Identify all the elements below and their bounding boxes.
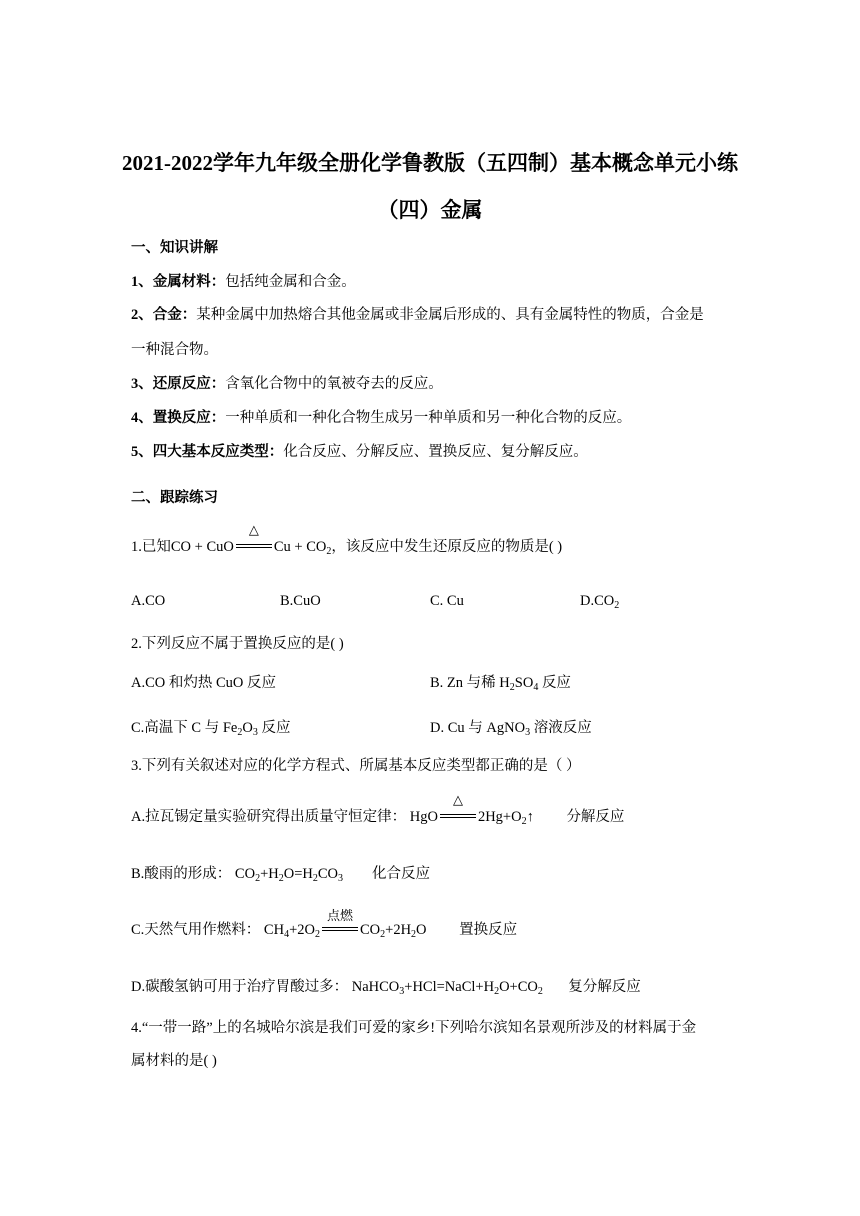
heat-condition: △ — [440, 809, 476, 826]
q2-option-b: B. Zn 与稀 $H_2SO_4$ 反应 — [430, 675, 571, 693]
q3-option-c: C.天然气用作燃料： $CH_4+2O_2$ 点燃 $CO_2+2H_2O$ 置换反应 — [131, 908, 518, 940]
ignite-condition: 点燃 — [322, 922, 358, 939]
q3-option-a: A.拉瓦锡定量实验研究得出质量守恒定律： HgO △ $2Hg+O_2↑$ 分解反应 — [131, 792, 625, 827]
term-text: 化合反应、分解反应、置换反应、复分解反应。 — [283, 444, 588, 460]
knowledge-item-5 — [131, 440, 588, 461]
term-text: 某种金属中加热熔合其他金属或非金属后形成的、具有金属特性的物质，合金是 — [196, 307, 704, 323]
term-text: 含氧化合物中的氧被夺去的反应。 — [225, 376, 443, 392]
question-2-stem: 2.下列反应不属于置换反应的是( ) — [131, 636, 344, 652]
knowledge-item-4 — [131, 406, 631, 427]
term-label: 3、还原反应： — [131, 376, 226, 392]
q3-option-d: D.碳酸氢钠可用于治疗胃酸过多： $NaHCO_3+HCl=NaCl+H_2O+CO_2$ 复分解反应 — [131, 979, 641, 997]
knowledge-item-3 — [131, 372, 443, 393]
q2-option-d: D. Cu 与 AgNO$_3$ 溶液反应 — [430, 720, 592, 738]
q1-option-a: A.CO — [131, 593, 166, 609]
term-label: 4、置换反应： — [131, 410, 226, 426]
heat-symbol: △ — [248, 522, 259, 537]
term-label: 2、合金： — [131, 307, 197, 323]
question-1-stem: 1.已知CO + CuO △ $Cu + CO_2$，该反应中发生还原反应的物质是( ) — [131, 522, 563, 557]
heat-condition — [236, 522, 272, 556]
q1-eq-left: CO + CuO — [170, 539, 234, 555]
term-label: 5、四大基本反应类型： — [131, 444, 284, 460]
q1-option-d: $D.CO_2$ — [580, 593, 620, 611]
q3-option-b: B.酸雨的形成： $CO_2+H_2O=H_2CO_3$ 化合反应 — [131, 866, 431, 884]
q1-suffix: ，该反应中发生还原反应的物质是( ) — [331, 539, 563, 555]
q1-prefix: 1.已知 — [131, 539, 171, 555]
q1-eq-right: Cu + CO — [273, 539, 327, 555]
knowledge-item-2 — [131, 303, 704, 324]
section1-heading: 一、知识讲解 — [131, 240, 218, 256]
section2-heading: 二、跟踪练习 — [131, 490, 218, 506]
doc-title-line2: （四）金属 — [377, 198, 483, 222]
q1-option-c: C. Cu — [430, 593, 464, 609]
term-text: 包括纯金属和合金。 — [225, 274, 356, 290]
knowledge-item-1 — [131, 270, 356, 291]
question-3-stem: 3.下列有关叙述对应的化学方程式、所属基本反应类型都正确的是（ ） — [131, 758, 581, 774]
knowledge-item-2-cont: 一种混合物。 — [131, 342, 218, 358]
term-label: 1、金属材料： — [131, 274, 226, 290]
q2-option-a: A.CO 和灼热 CuO 反应 — [131, 675, 277, 691]
question-4-stem-line2: 属材料的是( ) — [131, 1053, 217, 1069]
q2-option-c: C.高温下 C 与 $Fe_2O_3$ 反应 — [131, 720, 291, 738]
question-4-stem-line1: 4.“一带一路”上的名城哈尔滨是我们可爱的家乡!下列哈尔滨知名景观所涉及的材料属于金 — [131, 1020, 697, 1036]
term-text: 一种单质和一种化合物生成另一种单质和另一种化合物的反应。 — [225, 410, 632, 426]
q1-option-b: B.CuO — [280, 593, 321, 609]
doc-title-line1: 2021-2022学年九年级全册化学鲁教版（五四制）基本概念单元小练 — [122, 151, 738, 175]
